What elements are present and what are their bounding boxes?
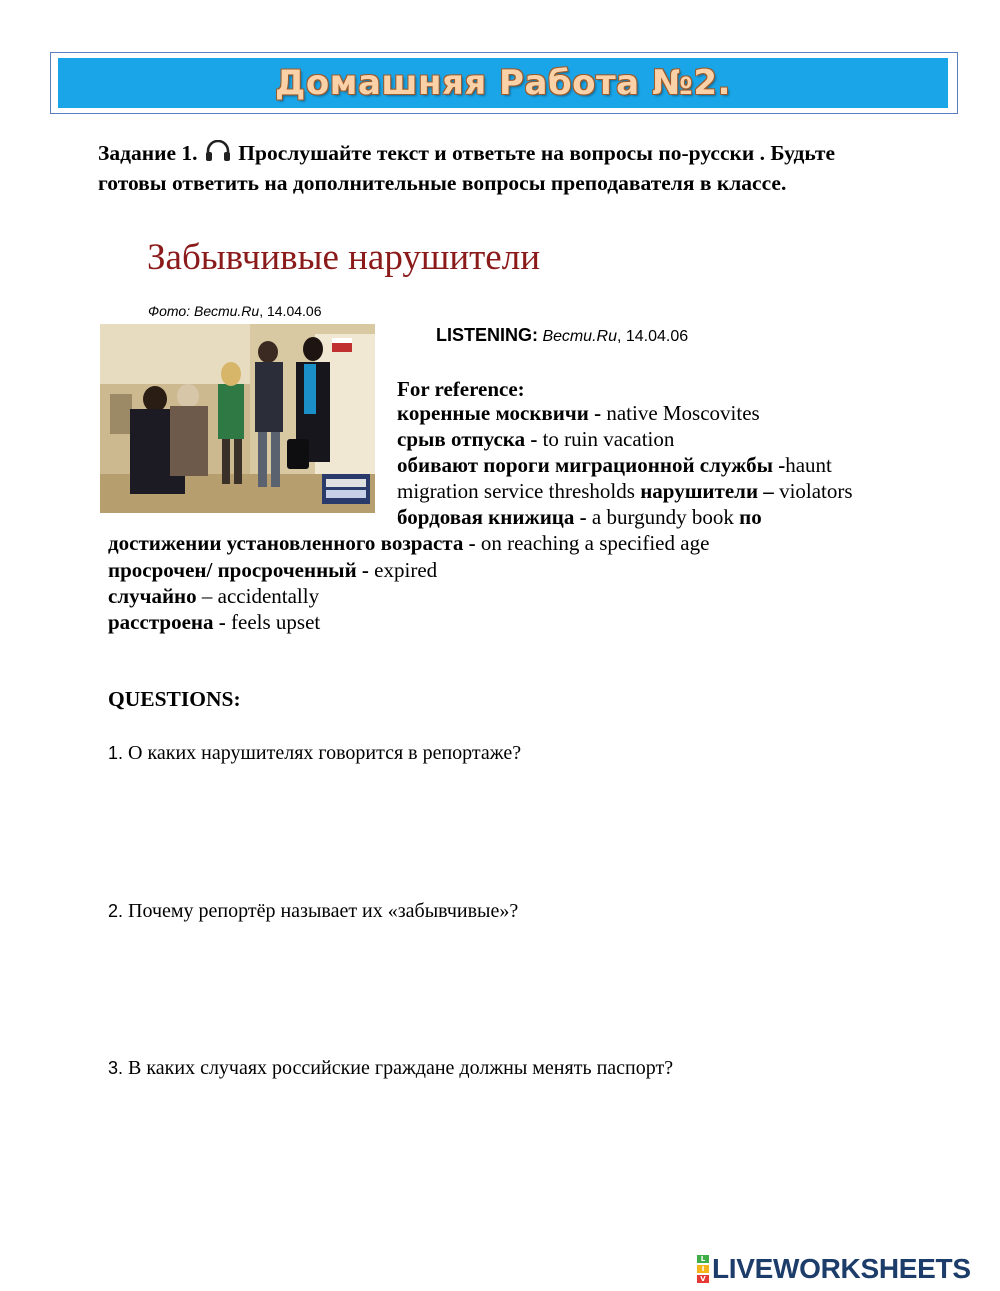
brand-name: LIVEWORKSHEETS xyxy=(712,1253,971,1284)
glossary-item xyxy=(397,504,762,530)
glossary-item xyxy=(397,426,674,452)
news-photo-scene xyxy=(100,324,375,513)
article-title: Забывчивые нарушители xyxy=(147,237,540,278)
question-number: 1. xyxy=(108,743,124,763)
glossary-item xyxy=(108,530,709,556)
photo-caption-source: Вести.Ru xyxy=(194,303,260,319)
glossary-definition: native Moscovites xyxy=(601,401,760,425)
glossary-definition: expired xyxy=(368,558,438,582)
logo-block: V xyxy=(697,1275,709,1283)
glossary-term: срыв отпуска - xyxy=(397,427,538,451)
glossary-item xyxy=(108,583,319,609)
logo-block: I xyxy=(697,1265,709,1273)
listening-label: LISTENING: xyxy=(436,325,538,345)
glossary-term: случайно xyxy=(108,584,197,608)
glossary-term: нарушители – xyxy=(640,479,774,503)
question-item xyxy=(108,742,521,765)
glossary-item xyxy=(108,557,437,583)
listening-date: , 14.04.06 xyxy=(616,328,689,345)
glossary-term: бордовая книжица - xyxy=(397,505,587,529)
question-number: 3. xyxy=(108,1058,124,1078)
question-item xyxy=(108,1057,673,1080)
glossary-definition: haunt xyxy=(785,453,832,477)
question-item xyxy=(108,900,518,923)
photo-caption-label: Фото: xyxy=(148,303,191,319)
glossary-definition: – accidentally xyxy=(196,584,320,608)
task-label: Задание 1. xyxy=(98,141,198,165)
question-text: О каких нарушителях говорится в репортаже? xyxy=(123,742,522,764)
reference-heading-text: For reference: xyxy=(397,377,525,401)
glossary-item xyxy=(397,452,832,478)
photo-caption-date: , 14.04.06 xyxy=(259,303,322,319)
logo-blocks-icon xyxy=(697,1254,709,1284)
glossary-item xyxy=(108,609,320,635)
question-number: 2. xyxy=(108,901,124,921)
liveworksheets-logo[interactable] xyxy=(697,1254,971,1284)
headphones-icon xyxy=(205,140,231,162)
task-text: Прослушайте текст и ответьте на вопросы по-русски . Будьте готовы ответить на дополнительные вопросы преподавателя в классе. xyxy=(98,141,835,195)
glossary-definition: a burgundy book xyxy=(586,505,740,529)
header-banner xyxy=(58,58,948,108)
glossary-item xyxy=(397,400,760,426)
glossary-term: просрочен/ просроченный - xyxy=(108,558,369,582)
glossary-definition: migration service thresholds xyxy=(397,479,641,503)
photo-caption xyxy=(148,303,321,319)
glossary-term: достижении установленного возраста - xyxy=(108,531,476,555)
glossary-term: обивают пороги миграционной службы - xyxy=(397,453,786,477)
glossary-definition: on reaching a specified age xyxy=(475,531,710,555)
logo-block: L xyxy=(697,1255,709,1263)
glossary-item xyxy=(397,478,853,504)
listening-source-name: Вести.Ru xyxy=(542,328,617,345)
reference-heading xyxy=(397,376,525,402)
glossary-term: по xyxy=(739,505,762,529)
question-text: В каких случаях российские граждане должны менять паспорт? xyxy=(123,1057,674,1079)
news-photo xyxy=(100,324,375,513)
task-instructions xyxy=(98,138,858,198)
listening-source xyxy=(436,325,688,346)
page-title: Домашняя Работа №2. xyxy=(275,63,731,103)
glossary-term: расстроена - xyxy=(108,610,226,634)
glossary-definition: feels upset xyxy=(225,610,321,634)
glossary-definition: violators xyxy=(773,479,853,503)
question-text: Почему репортёр называет их «забывчивые»? xyxy=(123,900,519,922)
glossary-term: коренные москвичи - xyxy=(397,401,602,425)
glossary-definition: to ruin vacation xyxy=(537,427,675,451)
questions-heading: QUESTIONS: xyxy=(108,687,241,711)
